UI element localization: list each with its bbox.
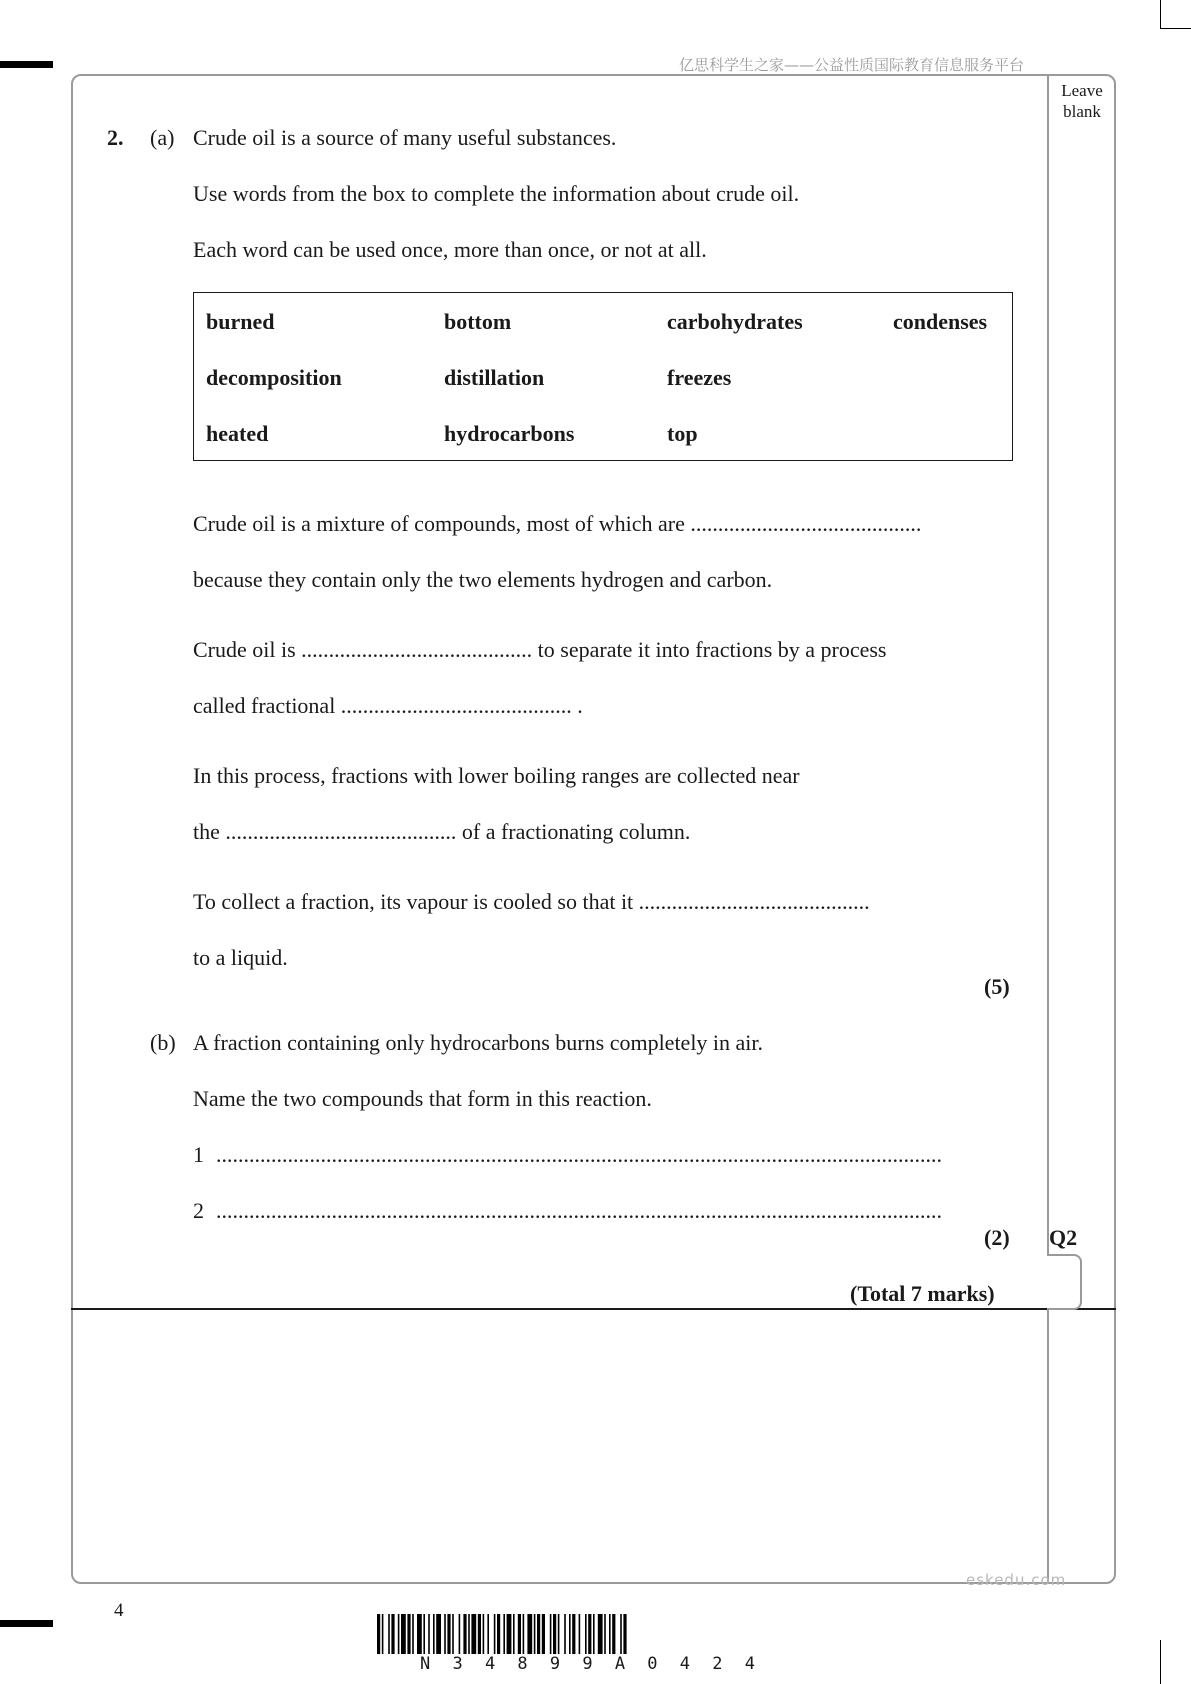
answer-line-2-number: 2	[193, 1198, 204, 1223]
part-a-marks: (5)	[984, 974, 1010, 999]
sentence-1: Crude oil is a mixture of compounds, most of which are ..........................................	[193, 511, 922, 536]
word-distillation: distillation	[444, 365, 545, 390]
part-a-intro: Crude oil is a source of many useful substances.	[193, 125, 617, 150]
barcode	[377, 1614, 809, 1654]
header-site-text: 亿思科学生之家——公益性质国际教育信息服务平台	[679, 56, 1025, 74]
part-a-label: (a)	[150, 125, 175, 150]
part-b-intro: A fraction containing only hydrocarbons burns completely in air.	[193, 1030, 764, 1055]
margin-divider	[1047, 75, 1049, 1583]
leave-label-line1: Leave	[1061, 81, 1103, 100]
answer-line-1[interactable]: ....................................................................................................................................	[216, 1142, 942, 1167]
sentence-4: called fractional .......................................... .	[193, 693, 583, 718]
sentence-6: the .......................................... of a fractionating column.	[193, 819, 691, 844]
crop-mark-bottom	[1160, 1640, 1161, 1684]
word-burned: burned	[206, 309, 275, 334]
sentence-8: to a liquid.	[193, 945, 288, 970]
word-hydrocarbons: hydrocarbons	[444, 421, 575, 446]
barcode-text: N 3 4 8 9 9 A 0 4 2 4	[420, 1654, 761, 1674]
watermark: eskedu.com	[966, 1571, 1067, 1589]
crop-mark-top-h	[1160, 28, 1191, 29]
sentence-5: In this process, fractions with lower boiling ranges are collected near	[193, 763, 800, 788]
total-marks: (Total 7 marks)	[850, 1281, 995, 1306]
answer-line-1-number: 1	[193, 1142, 204, 1167]
part-b-instruction: Name the two compounds that form in this reaction.	[193, 1086, 652, 1111]
part-b-label: (b)	[150, 1030, 176, 1055]
part-a-rule: Each word can be used once, more than once, or not at all.	[193, 237, 707, 262]
leave-blank-label	[1049, 80, 1115, 122]
sentence-3: Crude oil is .......................................... to separate it into fractions by a process	[193, 637, 887, 662]
word-freezes: freezes	[667, 365, 732, 390]
word-bottom: bottom	[444, 309, 512, 334]
registration-bar-bottom	[0, 1620, 53, 1627]
word-top: top	[667, 421, 698, 446]
q2-label: Q2	[1049, 1225, 1078, 1250]
word-decomposition: decomposition	[206, 365, 342, 390]
crop-mark-top	[1160, 0, 1161, 28]
question-end-rule	[71, 1308, 1116, 1310]
word-carbohydrates: carbohydrates	[667, 309, 803, 334]
sentence-2: because they contain only the two elements hydrogen and carbon.	[193, 567, 773, 592]
q2-mark-box[interactable]	[1047, 1254, 1082, 1310]
registration-bar-top	[0, 61, 53, 68]
word-heated: heated	[206, 421, 269, 446]
leave-label-line2: blank	[1063, 102, 1101, 121]
answer-line-2[interactable]: ....................................................................................................................................	[216, 1198, 942, 1223]
part-b-marks: (2)	[984, 1225, 1010, 1250]
part-a-instruction: Use words from the box to complete the information about crude oil.	[193, 181, 800, 206]
page-number: 4	[114, 1600, 124, 1621]
question-number: 2.	[107, 125, 124, 150]
sentence-7: To collect a fraction, its vapour is cooled so that it ..........................................	[193, 889, 870, 914]
word-condenses: condenses	[893, 309, 988, 334]
